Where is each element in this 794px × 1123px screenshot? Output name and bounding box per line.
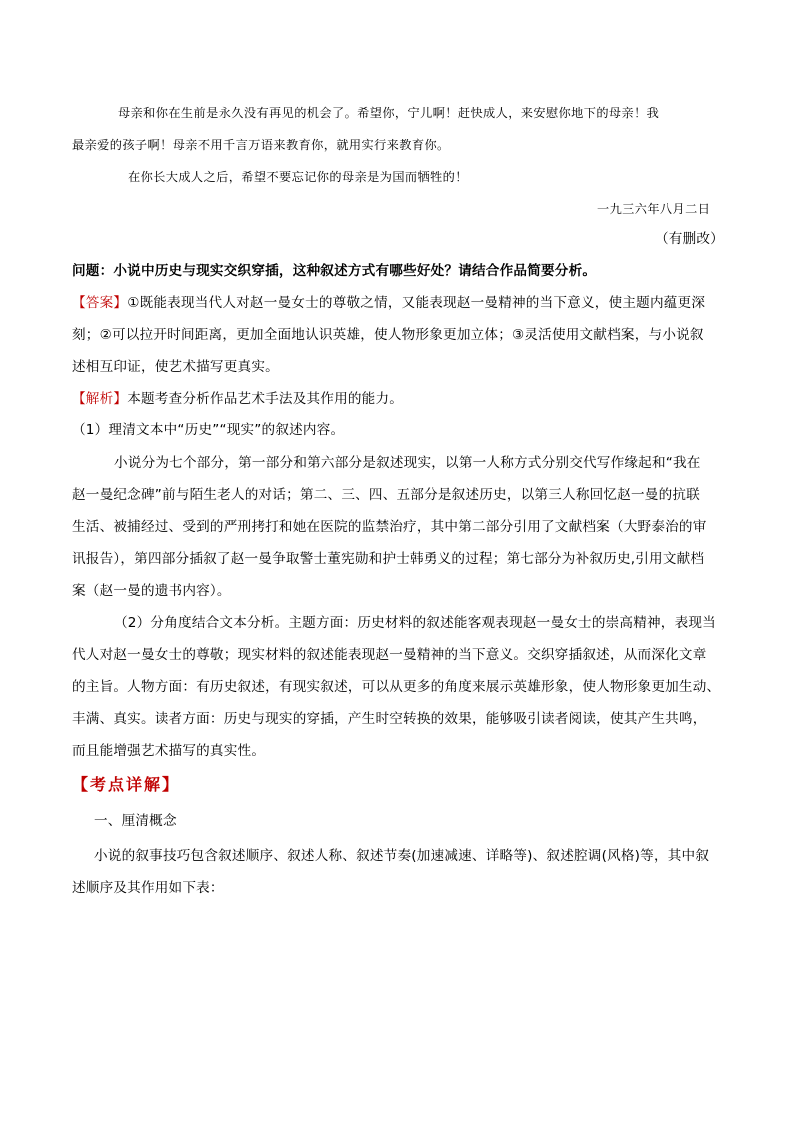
answer-line-1 xyxy=(72,297,705,311)
analysis-p1-line-2: 赵一曼纪念碑”前与陌生老人的对话；第二、三、四、五部分是叙述历史，以第三人称回忆赵一曼的抗联 xyxy=(72,487,700,503)
analysis-tag: 【解析】 xyxy=(72,391,128,407)
analysis-p2-line-1: （2）分角度结合文本分析。主题方面：历史材料的叙述能客观表现赵一曼女士的崇高精神，表现当 xyxy=(114,615,716,631)
letter-line-2: 最亲爱的孩子啊！母亲不用千言万语来教育你，就用实行来教育你。 xyxy=(72,138,450,152)
analysis-p2-line-2: 代人对赵一曼女士的尊敬；现实材料的叙述能表现赵一曼精神的当下意义。交织穿插叙述，从而深化文章 xyxy=(72,647,707,663)
section-heading: 【考点详解】 xyxy=(72,775,181,794)
answer-tag: 【答案】 xyxy=(72,295,128,311)
analysis-p1-line-5: 案（赵一曼的遗书内容）。 xyxy=(72,583,231,599)
analysis-p1-line-1: 小说分为七个部分，第一部分和第六部分是叙述现实，以第一人称方式分别交代写作缘起和“我在 xyxy=(114,455,701,471)
answer-line-3: 述相互印证，使艺术描写更真实。 xyxy=(72,359,279,375)
analysis-p1-line-3: 生活、被捕经过、受到的严刑拷打和她在医院的监禁治疗，其中第二部分引用了文献档案（大野泰治的审 xyxy=(72,519,707,535)
analysis-p2-line-5: 而且能增强艺术描写的真实性。 xyxy=(72,743,266,759)
section-body-line-2: 述顺序及其作用如下表： xyxy=(72,880,224,896)
revision-note: （有删改） xyxy=(655,231,724,247)
analysis-p1-line-4: 讯报告），第四部分插叙了赵一曼争取警士董宪勋和护士韩勇义的过程；第七部分为补叙历史,引用文献档 xyxy=(72,551,705,567)
answer-line-1-text: ①既能表现当代人对赵一曼女士的尊敬之情，又能表现赵一曼精神的当下意义，使主题内蕴更深 xyxy=(127,295,706,311)
section-subheading: 一、厘清概念 xyxy=(94,813,177,829)
analysis-point-1-title: （1）理清文本中“历史”“现实”的叙述内容。 xyxy=(72,422,345,438)
section-body-line-1: 小说的叙事技巧包含叙述顺序、叙述人称、叙述节奏(加速减速、详略等)、叙述腔调(风格)等，其中叙 xyxy=(94,848,710,864)
letter-line-1: 母亲和你在生前是永久没有再见的机会了。希望你，宁儿啊！赶快成人，来安慰你地下的母亲！我 xyxy=(118,106,660,120)
question-text: 问题：小说中历史与现实交织穿插，这种叙述方式有哪些好处？请结合作品简要分析。 xyxy=(72,263,597,279)
letter-line-3: 在你长大成人之后，希望不要忘记你的母亲是为国而牺牲的！ xyxy=(128,170,468,184)
analysis-line-1-text: 本题考查分析作品艺术手法及其作用的能力。 xyxy=(127,391,404,407)
analysis-p2-line-4: 丰满、真实。读者方面：历史与现实的穿插，产生时空转换的效果，能够吸引读者阅读，使其产生共鸣， xyxy=(72,711,707,727)
analysis-p2-line-3: 的主旨。人物方面：有历史叙述，有现实叙述，可以从更多的角度来展示英雄形象，使人物形象更加生动、 xyxy=(72,679,721,695)
analysis-line-1 xyxy=(72,393,403,407)
answer-line-2: 刻；②可以拉开时间距离，更加全面地认识英雄，使人物形象更加立体；③灵活使用文献档案，与小说叙 xyxy=(72,327,704,343)
letter-date: 一九三六年八月二日 xyxy=(597,202,711,216)
